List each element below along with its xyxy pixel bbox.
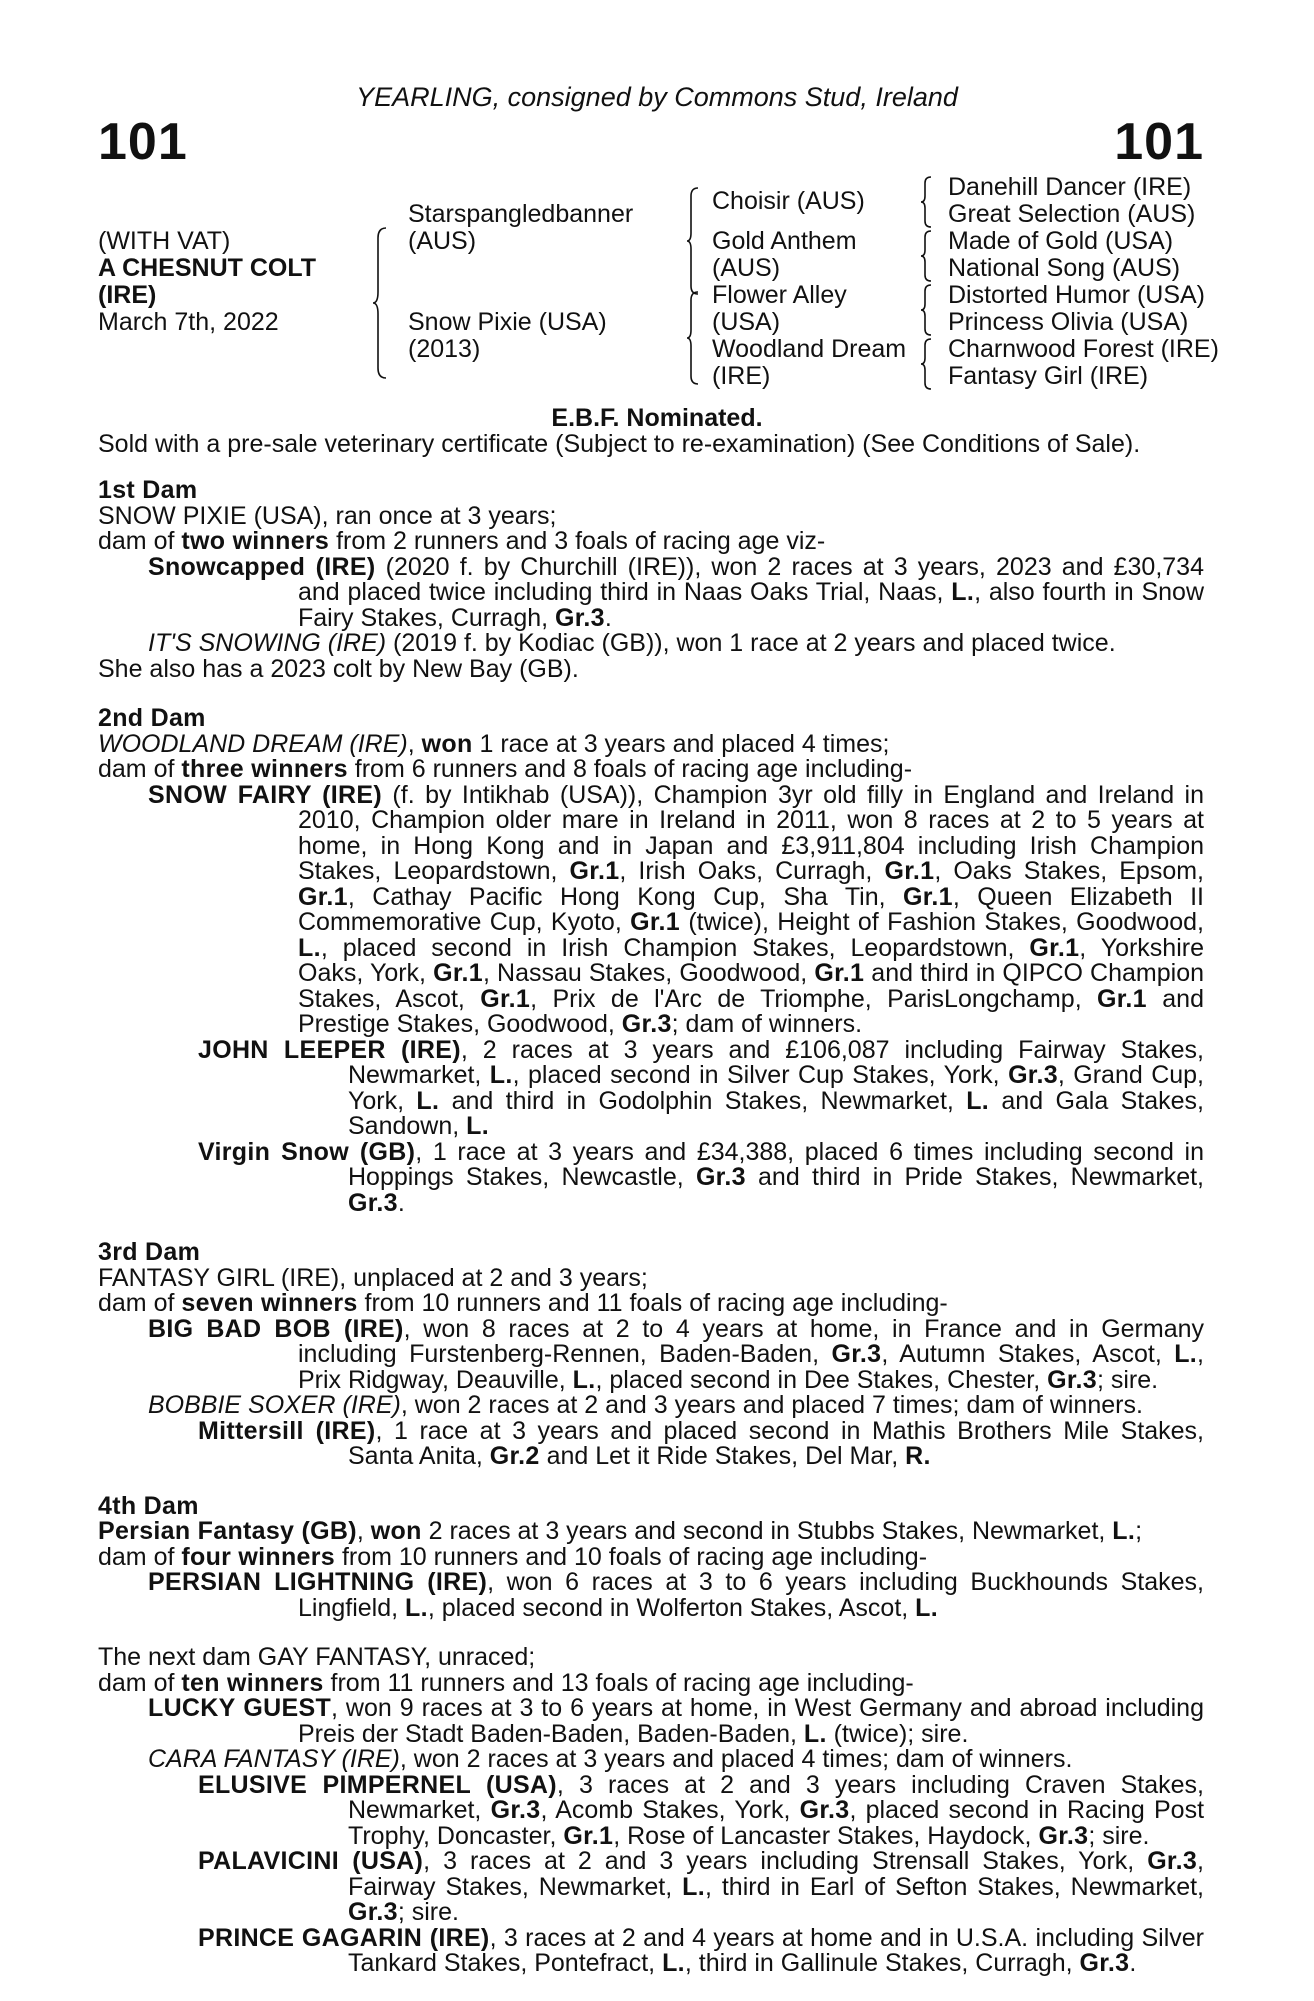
progeny-entry: ELUSIVE PIMPERNEL (USA), 3 races at 2 and 3 years including Craven Stakes, Newmarket, Gr.3, Acomb Stakes, York, Gr.3, placed second in Racing Post Trophy, Doncaster, Gr.1, Rose of Lancaster Stakes, Haydock, Gr.3; sire. (198, 1770, 1205, 1850)
progeny-entry: BIG BAD BOB (IRE), won 8 races at 2 to 4 years at home, in France and in Germany including Furstenberg-Rennen, Baden-Baden, Gr.3, Autumn Stakes, Ascot, L., Prix Ridgway, Deauville, L., placed second in Dee Stakes, Chester, Gr.3; sire. (148, 1314, 1204, 1394)
progeny-entry: IT'S SNOWING (IRE) (2019 f. by Kodiac (GB)), won 1 race at 2 years and placed twice. (148, 629, 1116, 657)
pedigree-brace-dam (686, 290, 706, 386)
pedigree-granddam-2-l2: (IRE) (712, 362, 771, 390)
vet-certificate-note: Sold with a pre-sale veterinary certificate (Subject to re-examination) (See Conditions of Sale). (98, 430, 1141, 458)
progeny-entry: JOHN LEEPER (IRE), 2 races at 3 years and £106,087 including Fairway Stakes, Newmarket, L., placed second in Silver Cup Stakes, York, Gr.3, Grand Cup, York, L. and third in Godolphin Stakes, Newmarket, L. and Gala Stakes, Sandown, L. (198, 1035, 1205, 1140)
note-line: She also has a 2023 colt by New Bay (GB). (98, 654, 579, 683)
section-heading: 4th Dam (98, 1491, 199, 1520)
pedigree-gg-5: Distorted Humor (USA) (948, 281, 1205, 309)
dam-record-line: dam of four winners from 10 runners and 10 foals of racing age including- (98, 1542, 928, 1571)
progeny-entry: Snowcapped (IRE) (2020 f. by Churchill (IRE)), won 2 races at 3 years, 2023 and £30,734 and placed twice including third in Naas Oaks Trial, Naas, L., also fourth in Snow Fairy Stakes, Curragh, Gr.3. (148, 552, 1205, 632)
pedigree-gg-8: Fantasy Girl (IRE) (948, 362, 1149, 390)
progeny-entry: PALAVICINI (USA), 3 races at 2 and 3 years including Strensall Stakes, York, Gr.3, Fairway Stakes, Newmarket, L., third in Earl of Sefton Stakes, Newmarket, Gr.3; sire. (198, 1847, 1204, 1926)
pedigree-brace-sire (686, 186, 706, 296)
pedigree-grandsire-2-l2: (USA) (712, 308, 781, 336)
lot-number-left: 101 (98, 113, 188, 171)
pedigree-granddam-1-l2: (AUS) (712, 254, 781, 282)
pedigree-brace-gs3 (920, 283, 936, 337)
pedigree-sire-l2: (AUS) (408, 227, 477, 255)
pedigree-grandsire-1: Choisir (AUS) (712, 187, 865, 215)
dam-record-line: dam of seven winners from 10 runners and 11 foals of racing age including- (98, 1289, 948, 1317)
pedigree-gg-2: Great Selection (AUS) (948, 200, 1196, 228)
dam-line: Persian Fantasy (GB), won 2 races at 3 years and second in Stubbs Stakes, Newmarket, L.; (98, 1517, 1143, 1545)
pedigree-gg-7: Charnwood Forest (IRE) (948, 335, 1219, 363)
lot-number-right: 101 (1114, 113, 1204, 171)
dam-line: WOODLAND DREAM (IRE), won 1 race at 3 years and placed 4 times; (98, 729, 890, 758)
progeny-entry: LUCKY GUEST, won 9 races at 3 to 6 years at home, in West Germany and abroad including Preis der Stadt Baden-Baden, Baden-Baden, L. (twice); sire. (148, 1694, 1204, 1748)
pedigree-sire-l1: Starspangledbanner (408, 200, 634, 228)
pedigree-gg-6: Princess Olivia (USA) (948, 308, 1189, 336)
dam-record-line: dam of two winners from 2 runners and 3 foals of racing age viz- (98, 527, 826, 555)
first-dam-section (98, 478, 1204, 682)
consignment-line: YEARLING, consigned by Commons Stud, Ireland (356, 82, 958, 112)
section-heading: 2nd Dam (98, 704, 206, 732)
section-heading: 3rd Dam (98, 1238, 201, 1266)
pedigree-granddam-1-l1: Gold Anthem (712, 227, 857, 255)
progeny-entry: Virgin Snow (GB), 1 race at 3 years and £34,388, placed 6 times including second in Hoppings Stakes, Newcastle, Gr.3 and third in Pride Stakes, Newmarket, Gr.3. (198, 1137, 1205, 1217)
progeny-entry: BOBBIE SOXER (IRE), won 2 races at 2 and 3 years and placed 7 times; dam of winners. (148, 1391, 1143, 1419)
progeny-entry: PERSIAN LIGHTNING (IRE), won 6 races at 3 to 6 years including Buckhounds Stakes, Lingfield, L., placed second in Wolferton Stakes, Ascot, L. (148, 1568, 1204, 1622)
pedigree-brace-gs2 (920, 229, 936, 283)
foaling-date: March 7th, 2022 (98, 308, 279, 336)
pedigree-gg-3: Made of Gold (USA) (948, 227, 1174, 255)
third-dam-section (98, 1240, 1204, 1470)
pedigree-granddam-2-l1: Woodland Dream (712, 335, 907, 363)
dam-line: SNOW PIXIE (USA), ran once at 3 years; (98, 501, 557, 530)
ebf-nominated: E.B.F. Nominated. (551, 404, 763, 432)
pedigree-dam-l2: (2013) (408, 335, 481, 363)
dam-line: FANTASY GIRL (IRE), unplaced at 2 and 3 years; (98, 1263, 648, 1292)
horse-name-line2: (IRE) (98, 281, 157, 309)
pedigree-brace-main (372, 226, 394, 380)
pedigree-brace-gs4 (920, 337, 936, 391)
second-dam-section (98, 706, 1204, 1216)
dam-record-line: dam of ten winners from 11 runners and 13 foals of racing age including- (98, 1668, 914, 1697)
pedigree-grandsire-2-l1: Flower Alley (712, 281, 847, 309)
produce-record (98, 478, 1204, 2001)
next-dam-section (98, 1645, 1204, 1977)
pedigree-gg-1: Danehill Dancer (IRE) (948, 173, 1192, 201)
section-heading: 1st Dam (98, 476, 198, 504)
progeny-entry: CARA FANTASY (IRE), won 2 races at 3 years and placed 4 times; dam of winners. (148, 1745, 1073, 1773)
pedigree-brace-gs1 (920, 175, 936, 229)
vat-label: (WITH VAT) (98, 227, 231, 255)
pedigree-dam-l1: Snow Pixie (USA) (408, 308, 607, 336)
horse-name-line1: A CHESNUT COLT (98, 254, 317, 282)
fourth-dam-section (98, 1491, 1204, 1622)
pedigree-gg-4: National Song (AUS) (948, 254, 1181, 282)
dam-record-line: dam of three winners from 6 runners and 8 foals of racing age including- (98, 755, 913, 783)
progeny-entry: Mittersill (IRE), 1 race at 3 years and placed second in Mathis Brothers Mile Stakes, Santa Anita, Gr.2 and Let it Ride Stakes, Del Mar, R. (198, 1416, 1204, 1470)
dam-line: The next dam GAY FANTASY, unraced; (98, 1643, 536, 1671)
progeny-entry: SNOW FAIRY (IRE) (f. by Intikhab (USA)), Champion 3yr old filly in England and Ireland in 2010, Champion older mare in Ireland in 2011, won 8 races at 2 to 5 years at home, in Hong Kong and in Japan and £3,911,804 including Irish Champion Stakes, Leopardstown, Gr.1, Irish Oaks, Curragh, Gr.1, Oaks Stakes, Epsom, Gr.1, Cathay Pacific Hong Kong Cup, Sha Tin, Gr.1, Queen Elizabeth II Commemorative Cup, Kyoto, Gr.1 (twice), Height of Fashion Stakes, Goodwood, L., placed second in Irish Champion Stakes, Leopardstown, Gr.1, Yorkshire Oaks, York, Gr.1, Nassau Stakes, Goodwood, Gr.1 and third in QIPCO Champion Stakes, Ascot, Gr.1, Prix de l'Arc de Triomphe, ParisLongchamp, Gr.1 and Prestige Stakes, Goodwood, Gr.3; dam of winners. (148, 780, 1204, 1038)
progeny-entry: PRINCE GAGARIN (IRE), 3 races at 2 and 4 years at home and in U.S.A. including Silver Tankard Stakes, Pontefract, L., third in Gallinule Stakes, Curragh, Gr.3. (198, 1923, 1205, 1977)
